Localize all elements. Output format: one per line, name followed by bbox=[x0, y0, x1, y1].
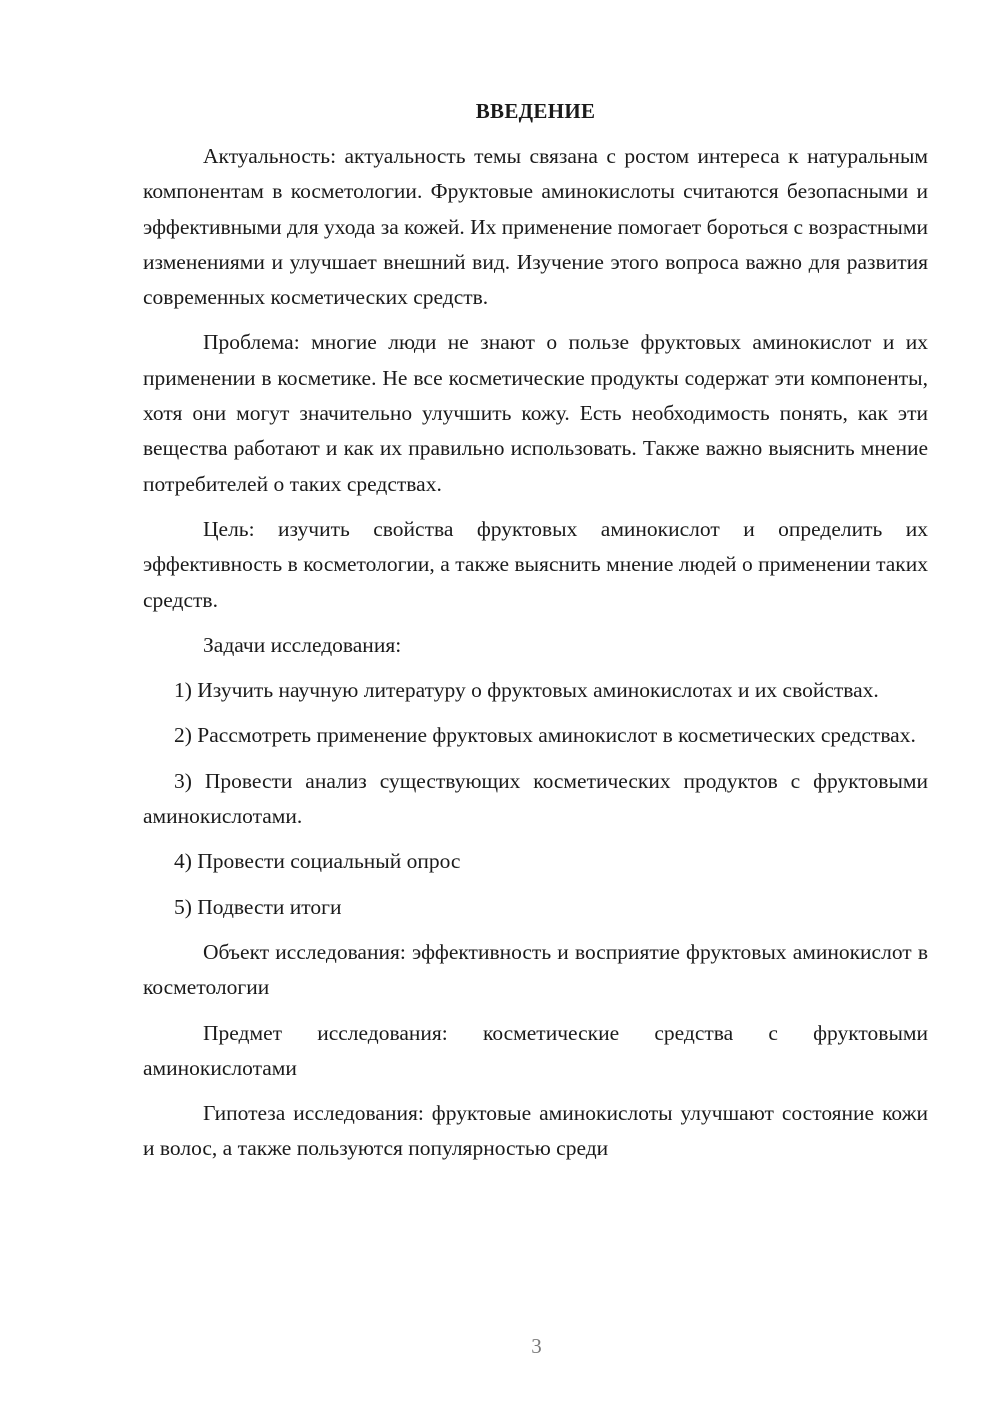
paragraph-object: Объект исследования: эффективность и восприятие фруктовых аминокислот в косметологии bbox=[143, 939, 928, 1000]
paragraph-subject: Предмет исследования: косметические средства с фруктовыми аминокислотами bbox=[143, 1020, 928, 1080]
page-number: 3 bbox=[531, 1334, 542, 1358]
task-item: 4) Провести социальный опрос bbox=[174, 849, 461, 874]
page-content bbox=[143, 94, 928, 1177]
task-item: 2) Рассмотреть применение фруктовых аминокислот в косметических средствах. bbox=[174, 723, 916, 748]
paragraph-problem: Проблема: многие люди не знают о пользе фруктовых аминокислот и их применении в косметике. Не все косметические продукты содержат эти компоненты, хотя они могут значительно улучшить кожу. Есть необходимость понять, как эти вещества работают и как их правильно использовать. Также важно выяснить мнение потребителей о таких средствах. bbox=[143, 330, 928, 496]
section-title: ВВЕДЕНИЕ bbox=[475, 99, 596, 123]
task-item: 1) Изучить научную литературу о фруктовых аминокислотах и их свойствах. bbox=[174, 678, 879, 703]
paragraph-goal: Цель: изучить свойства фруктовых аминокислот и определить их эффективность в косметологии, а также выяснить мнение людей о применении таких средств. bbox=[143, 516, 928, 612]
task-item: 3) Провести анализ существующих косметических продуктов с фруктовыми аминокислотами. bbox=[143, 768, 928, 829]
paragraph-hypothesis: Гипотеза исследования: фруктовые аминокислоты улучшают состояние кожи и волос, а также пользуются популярностью среди bbox=[143, 1101, 928, 1161]
paragraph-tasks-heading: Задачи исследования: bbox=[203, 632, 402, 657]
paragraph-relevance: Актуальность: актуальность темы связана с ростом интереса к натуральным компонентам в косметологии. Фруктовые аминокислоты считаются безопасными и эффективными для ухода за кожей. Их применение помогает бороться с возрастными изменениями и улучшает внешний вид. Изучение этого вопроса важно для развития современных косметических средств. bbox=[143, 144, 928, 310]
task-item: 5) Подвести итоги bbox=[174, 894, 342, 919]
